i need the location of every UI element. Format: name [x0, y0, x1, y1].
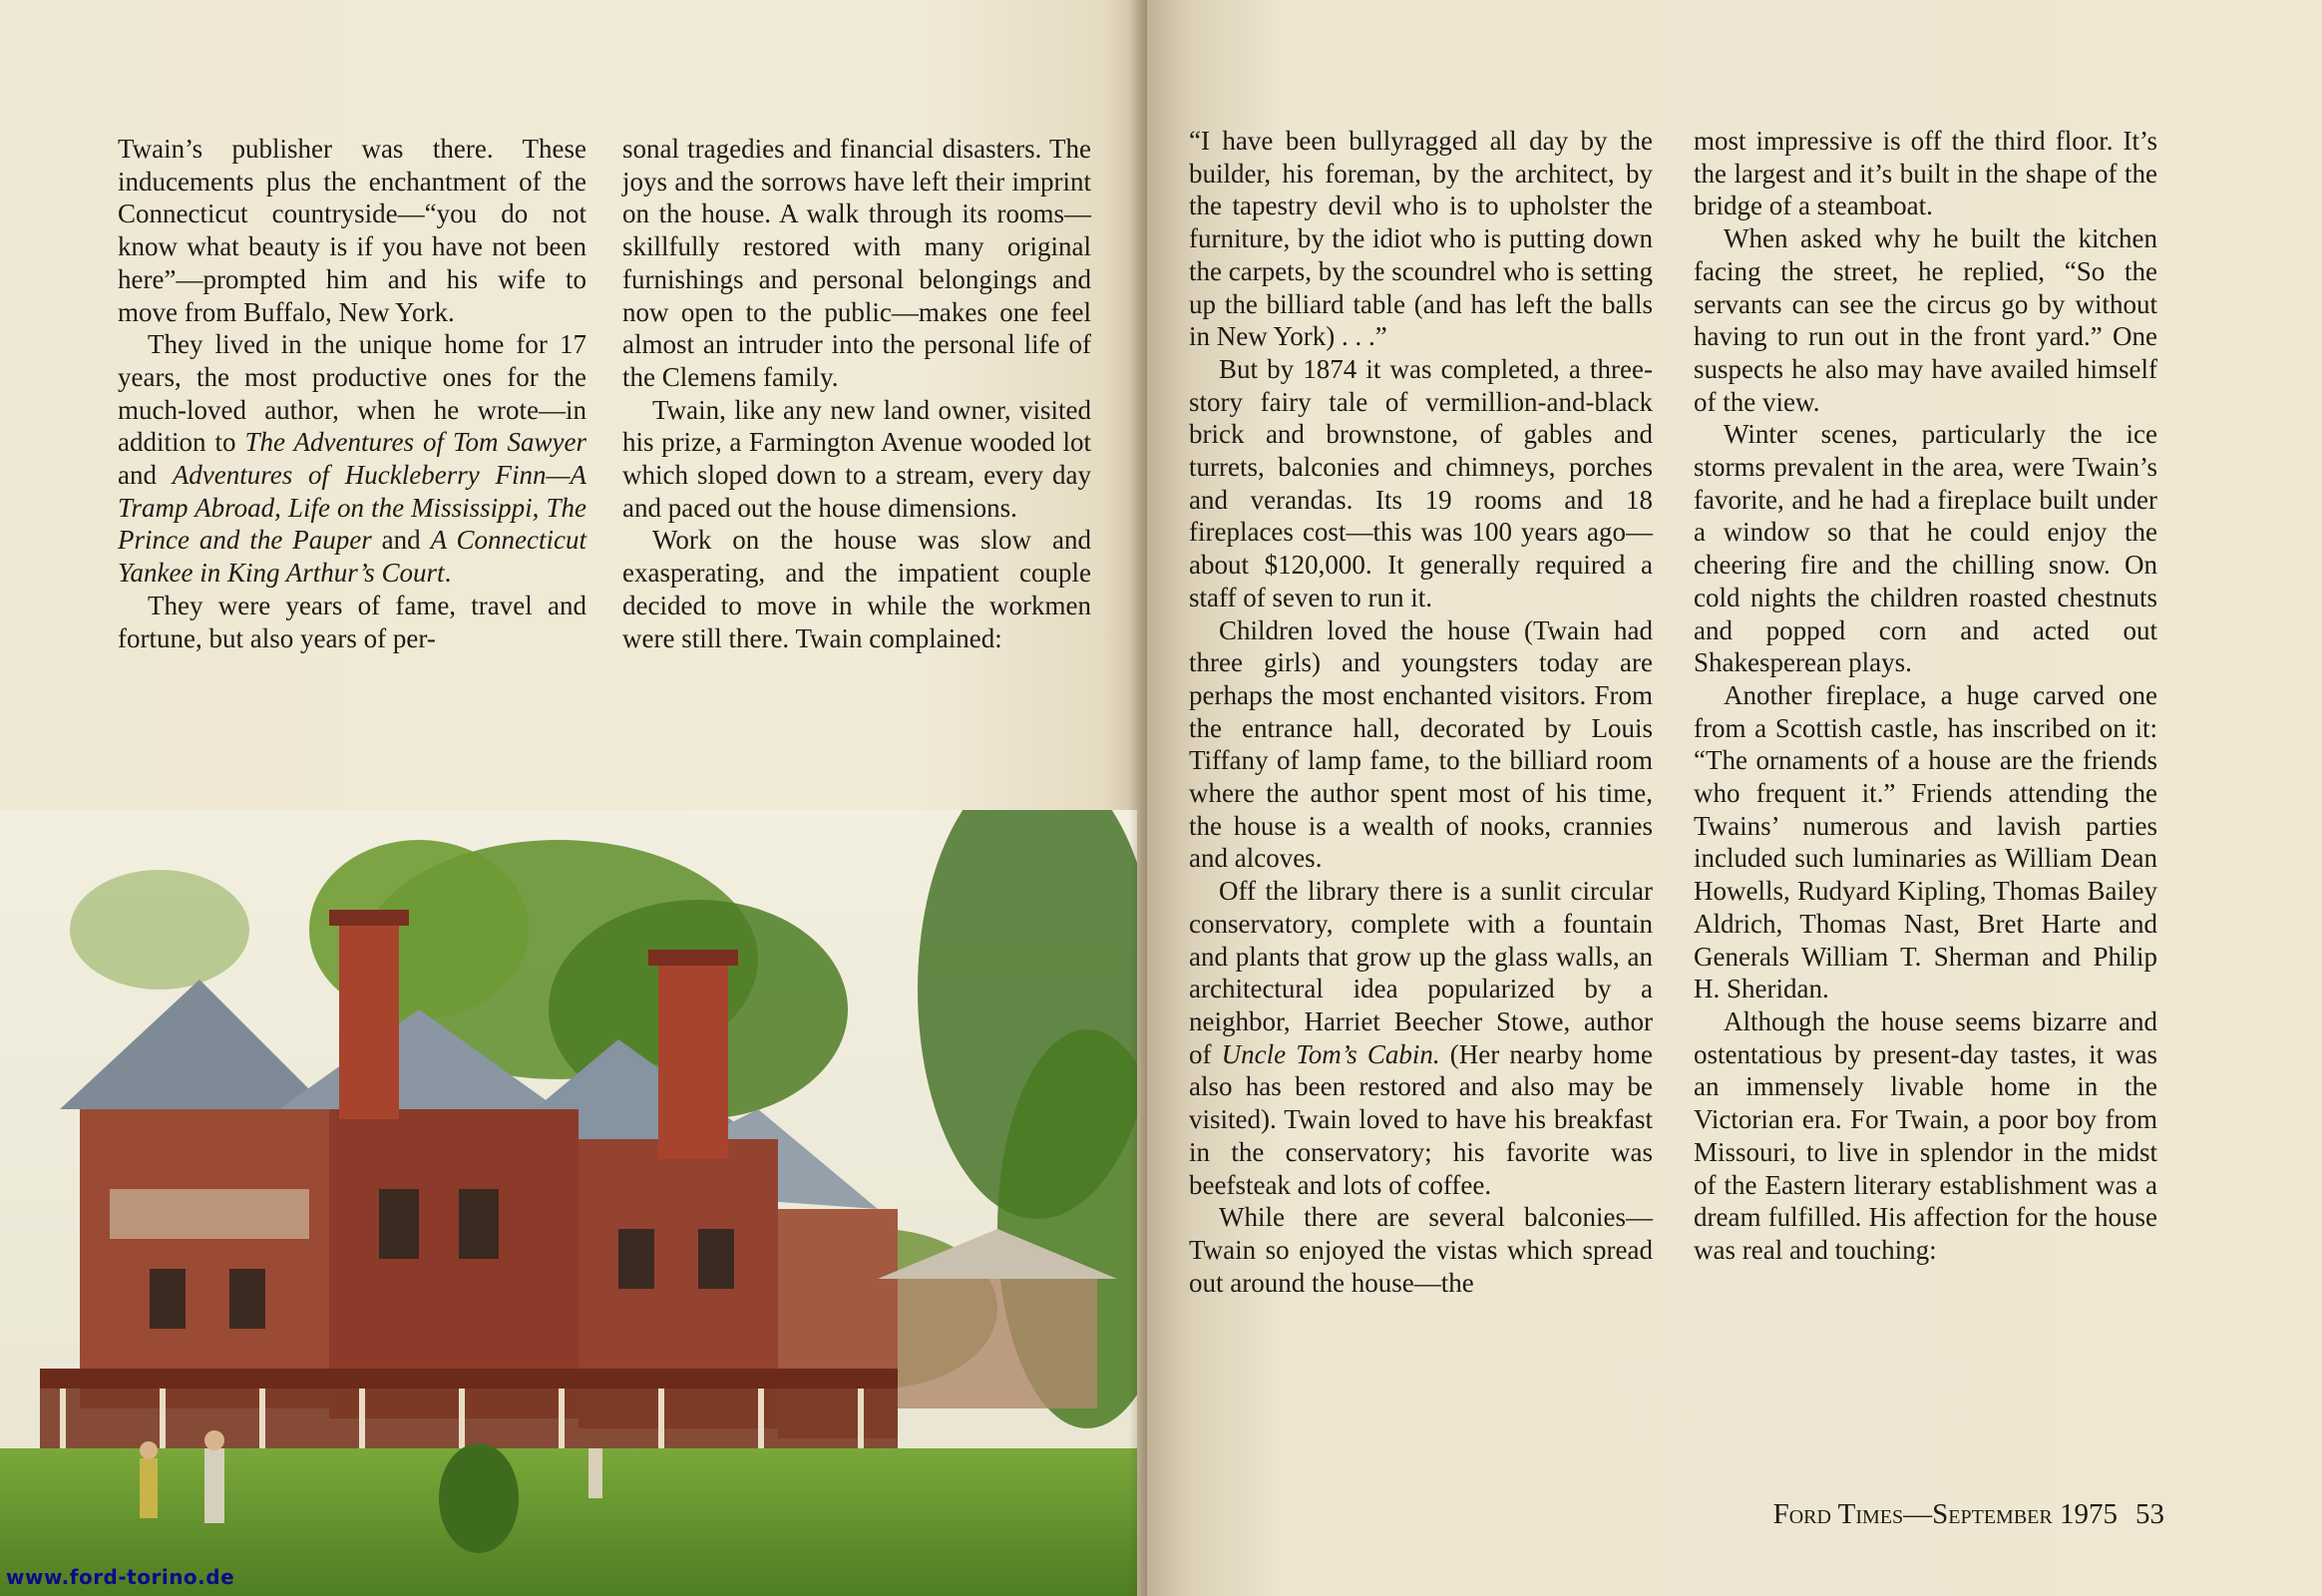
paragraph: sonal tragedies and financial disasters. The joys and the sorrows have left their imprint on the house. A walk through its rooms—skillfully restored with many original furnishings and personal belongings and now open to the public—makes one feel almost an intruder into the personal life of the Clemens family. — [622, 134, 1091, 392]
book-title: A Connecticut Yankee in King Arthur’s Court — [118, 525, 586, 589]
issue-date: —September 1975 — [1903, 1498, 2118, 1530]
text-run: and — [371, 525, 431, 556]
text-run: Off the library there is a sunlit circular conservatory, complete with a fountain and plants that grow up the glass walls, an architectural idea popularized by a neighbor, Harriet Beecher Stowe, author of — [1189, 876, 1653, 1069]
text-run: (Her nearby home also has been restored and also may be visited). Twain loved to have his breakfast in the conservatory; his favorite was beefsteak and lots of coffee. — [1189, 1038, 1653, 1200]
book-title: Adventures of Huckleberry Finn—A Tramp Abroad, Life on the Mississippi, The Prince and the Pauper — [118, 460, 586, 556]
paragraph: Winter scenes, particularly the ice storms prevalent in the area, were Twain’s favorite, and he had a fireplace built under a window so that he could enjoy the cheering fire and the chilling snow. On cold nights the children roasted chestnuts and popped corn and acted out Shakesperean plays. — [1694, 419, 2157, 678]
house-illustration — [0, 810, 1137, 1596]
paragraph — [1189, 875, 1653, 1201]
text-column-1 — [118, 133, 586, 654]
page-folio — [1676, 1498, 2164, 1531]
text-column-2 — [622, 133, 1091, 654]
paragraph: When asked why he built the kitchen facing the street, he replied, “So the servants can see the circus go by without having to run out in the front yard.” One suspects he also may have availed himself of the view. — [1694, 223, 2157, 417]
book-title: Uncle Tom’s Cabin. — [1221, 1038, 1440, 1069]
paragraph: “I have been bullyragged all day by the builder, his foreman, by the architect, by the tapestry devil who is to upholster the furniture, by the idiot who is putting down the carpets, by the scoundrel who is setting up the billiard table (and has left the balls in New York) . . .” — [1189, 126, 1653, 352]
book-title: The Adventures of Tom Sawyer — [244, 427, 586, 458]
magazine-name: Ford Times — [1772, 1498, 1904, 1530]
paragraph: Although the house seems bizarre and ostentatious by present-day tastes, it was an immensely livable home in the Victorian era. For Twain, a poor boy from Missouri, to live in splendor in the midst of the Eastern literary establishment was a dream fulfilled. His affection for the house was real and touching: — [1694, 1005, 2157, 1265]
paragraph — [118, 328, 586, 590]
text-column-3 — [1189, 125, 1653, 1299]
paragraph: Twain’s publisher was there. These inducements plus the enchantment of the Connecticut countryside—“you do not know what beauty is if you have not been here”—prompted him and his wife to move from Buffalo, New York. — [118, 134, 586, 327]
paragraph: They were years of fame, travel and fortune, but also years of per- — [118, 590, 586, 653]
paragraph: Another fireplace, a huge carved one from a Scottish castle, has inscribed on it: “The ornaments of a house are the friends who frequent it.” Friends attending the Twains’ numerous and lavish parties included such luminaries as William Dean Howells, Rudyard Kipling, Thomas Bailey Aldrich, Thomas Nast, Bret Harte and Generals William T. Sherman and Philip H. Sheridan. — [1694, 679, 2157, 1004]
paragraph: Work on the house was slow and exasperating, and the impatient couple decided to move in while the workmen were still there. Twain complained: — [622, 525, 1091, 653]
paragraph: Children loved the house (Twain had three girls) and youngsters today are perhaps the most enchanted visitors. From the entrance hall, decorated by Louis Tiffany of lamp fame, to the billiard room where the author spent most of his time, the house is a wealth of nooks, crannies and alcoves. — [1189, 614, 1653, 874]
page-number: 53 — [2135, 1498, 2164, 1530]
text-run: . — [444, 558, 452, 589]
left-page — [0, 0, 1147, 1596]
text-run: and — [118, 460, 173, 491]
paragraph: Twain, like any new land owner, visited his prize, a Farmington Avenue wooded lot which sloped down to a stream, every day and paced out the house dimensions. — [622, 394, 1091, 523]
watermark-url: www.ford-torino.de — [6, 1565, 235, 1589]
paragraph: most impressive is off the third floor. It’s the largest and it’s built in the shape of the bridge of a steamboat. — [1694, 126, 2157, 221]
text-run: They lived in the unique home for 17 years, the most productive ones for the much-loved author, when he wrote—in addition to — [118, 329, 586, 458]
paragraph: But by 1874 it was completed, a three-story fairy tale of vermillion-and-black brick and brownstone, of gables and turrets, balconies and chimneys, porches and verandas. Its 19 rooms and 18 fireplaces cost—this was 100 years ago— about $120,000. It generally required a staff of seven to run it. — [1189, 353, 1653, 612]
text-column-4 — [1694, 125, 2157, 1267]
paragraph: While there are several balconies—Twain so enjoyed the vistas which spread out around the house—the — [1189, 1202, 1653, 1298]
